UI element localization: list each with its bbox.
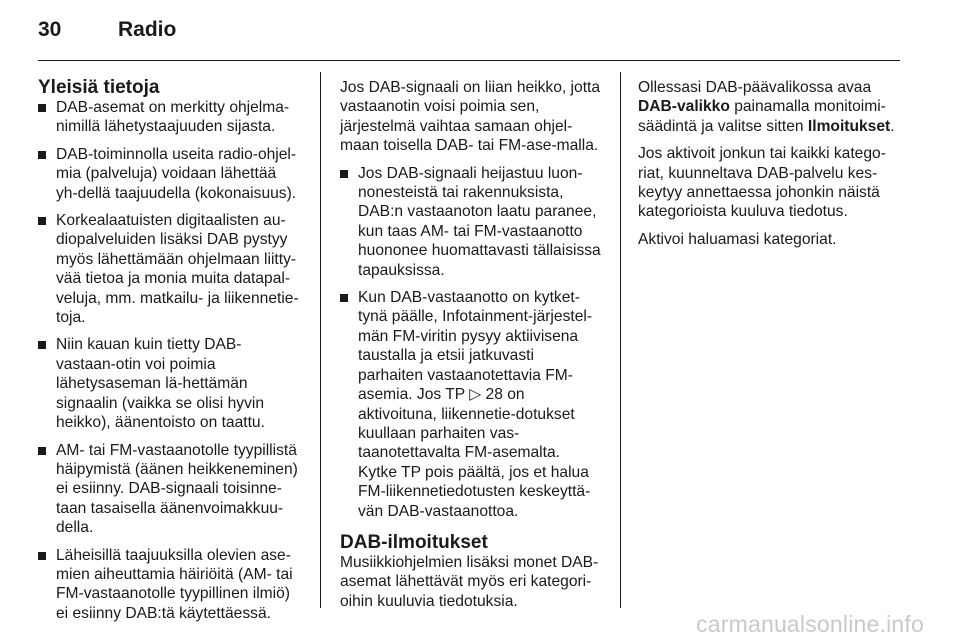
list-item <box>340 288 602 521</box>
bullet-icon <box>38 217 46 225</box>
page-header <box>38 18 176 52</box>
list-item <box>38 335 300 432</box>
menu-name-dab-valikko: DAB-valikko <box>638 98 730 116</box>
list-item-text: AM- tai FM-vastaanotolle tyypillistä häipymistä (äänen heikkeneminen) ei esiinny. DAB-signaali toisinne-taan tasaisella äänenvoimakkuu-della. <box>56 441 298 537</box>
column-divider-2 <box>620 72 621 608</box>
list-item <box>38 546 300 624</box>
text-run: . <box>890 117 895 135</box>
list-item <box>38 98 300 137</box>
menu-name-ilmoitukset: Ilmoitukset <box>807 117 891 135</box>
watermark: carmanualsonline.info <box>696 611 924 637</box>
list-item-text: Läheisillä taajuuksilla olevien ase-mien aiheuttamia häiriöitä (AM- tai FM-vastaanotolle tyypillinen ilmiö) ei esiinny DAB:tä käytettäessä. <box>56 546 293 622</box>
page-number: 30 <box>38 18 62 41</box>
column-divider-1 <box>320 72 321 608</box>
text-run: painamalla monitoimi-säädintä ja valitse sitten <box>638 98 886 135</box>
list-item-text: DAB-toiminnolla useita radio-ohjel-mia (palveluja) voidaan lähettää yh-dellä taajuudella (kokonaisuus). <box>56 145 297 202</box>
list-item <box>38 441 300 538</box>
list-item <box>340 164 602 280</box>
heading-dab-announcements: DAB-ilmoitukset <box>340 531 488 553</box>
heading-general-info: Yleisiä tietoja <box>38 77 160 98</box>
paragraph: Musiikkiohjelmien lisäksi monet DAB-asemat lähettävät myös eri kategori-oihin kuuluvia tiedotuksia. <box>340 553 599 610</box>
list-item-text: Niin kauan kuin tietty DAB-vastaan-otin voi poimia lähetysaseman lä-hettämän signaalin (vaikka se olisi hyvin heikko), äänentoisto on taattu. <box>56 336 265 432</box>
bullet-icon <box>38 151 46 159</box>
list-item <box>38 211 300 327</box>
paragraph: Jos aktivoit jonkun tai kaikki katego-riat, kuunneltava DAB-palvelu kes-keytyy annettaessa johonkin näistä kategorioista kuuluva tiedotus. <box>638 145 886 221</box>
list-item-text: DAB-asemat on merkitty ohjelma-nimillä lähetystaajuuden sijasta. <box>56 99 290 136</box>
list-item-text: Jos DAB-signaali heijastuu luon-nonesteistä tai rakennuksista, DAB:n vastaanoton laatu paranee, kun taas AM- tai FM-vastaanotto huononee huomattavasti tällaisissa tapauksissa. <box>358 164 601 279</box>
header-rule <box>38 60 900 61</box>
paragraph-menu-instructions <box>638 78 900 136</box>
bullet-icon <box>38 447 46 455</box>
list-item-text: Kun DAB-vastaanotto on kytket-tynä päälle, Infotainment-järjestel-män FM-viritin pysyy aktiivisena taustalla ja etsii jatkuvasti parhaiten vastaanotettavia FM-asemia. Jos TP ▷ 28 on aktivoituna, liikennetie-dotukset kuullaan parhaiten vas-taanotettavalta FM-asemalta. Kytke TP pois päältä, jos et halua FM-liikennetiedotusten keskeyttä-vän DAB-vastaanottoa. <box>358 289 593 520</box>
paragraph: Aktivoi haluamasi kategoriat. <box>638 230 837 248</box>
text-run: Ollessasi DAB-päävalikossa avaa <box>638 79 872 96</box>
list-item <box>38 145 300 203</box>
bullet-icon <box>38 104 46 112</box>
column-2 <box>340 78 602 619</box>
continued-paragraph: Jos DAB-signaali on liian heikko, jotta vastaanotin voisi poimia sen, järjestelmä vaihtaa samaan ohjel-maan toisella DAB- tai FM-ase-malla. <box>340 79 601 155</box>
bullet-icon <box>340 170 348 178</box>
bullet-icon <box>38 341 46 349</box>
bullet-icon <box>38 552 46 560</box>
column-1 <box>38 78 300 631</box>
list-item-text: Korkealaatuisten digitaalisten au-diopalveluiden lisäksi DAB pystyy myös lähettämään ohjelmaan liitty-vää tietoa ja monia muita datapal-veluja, mm. matkailu- ja liikennetie-toja. <box>56 212 299 327</box>
section-title: Radio <box>118 18 177 41</box>
bullet-icon <box>340 294 348 302</box>
column-3 <box>638 78 900 257</box>
